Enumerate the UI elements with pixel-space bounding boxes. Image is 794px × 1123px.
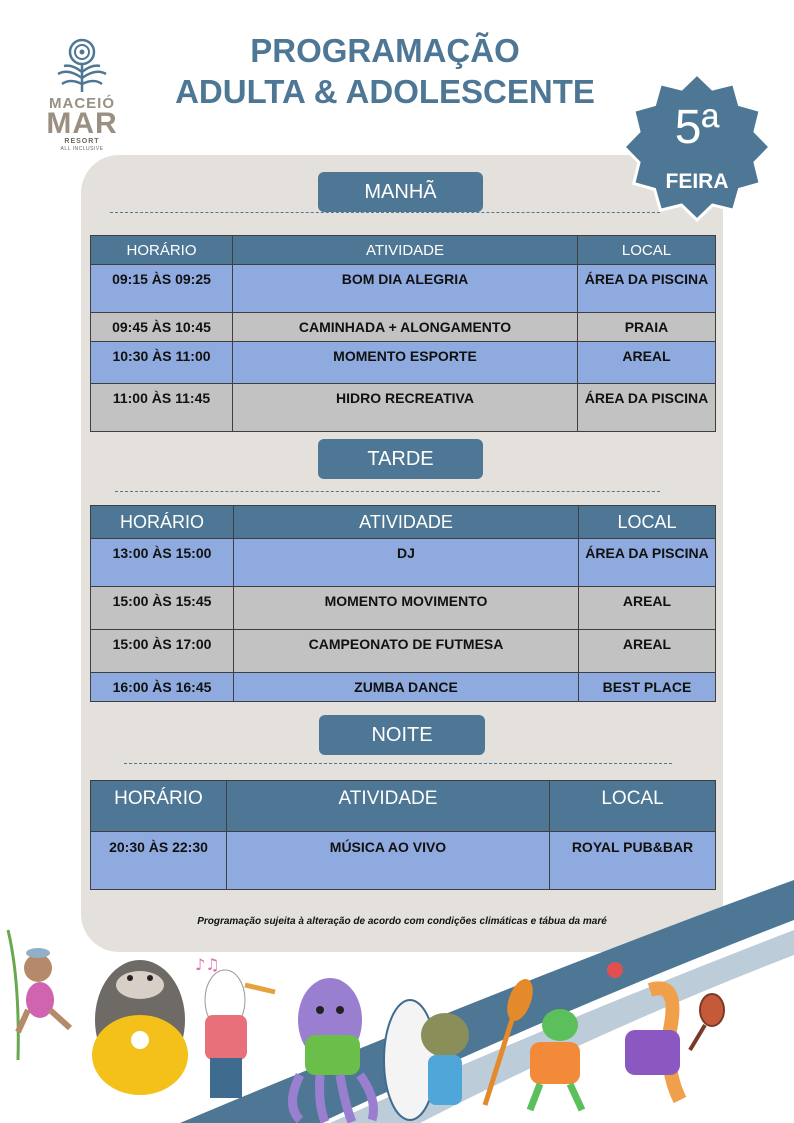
header-location: LOCAL — [578, 236, 716, 265]
cell-location: ÁREA DA PISCINA — [578, 265, 716, 313]
cell-time: 15:00 ÀS 17:00 — [91, 630, 234, 673]
title-line-2: ADULTA & ADOLESCENTE — [175, 73, 595, 110]
table-row — [91, 587, 716, 630]
cell-location: PRAIA — [578, 313, 716, 342]
cell-activity: MÚSICA AO VIVO — [227, 832, 550, 890]
cell-location: AREAL — [579, 587, 716, 630]
cell-time: 16:00 ÀS 16:45 — [91, 673, 234, 702]
table-row — [91, 313, 716, 342]
header-time: HORÁRIO — [91, 236, 233, 265]
table-header-row — [91, 781, 716, 832]
logo-text-all-inclusive: ALL INCLUSIVE — [60, 146, 104, 152]
cell-activity: CAMPEONATO DE FUTMESA — [234, 630, 579, 673]
afternoon-schedule-table — [90, 505, 716, 702]
header-time: HORÁRIO — [91, 506, 234, 539]
cell-location: BEST PLACE — [579, 673, 716, 702]
logo-text-resort: RESORT — [64, 138, 100, 145]
badge-word: FEIRA — [665, 170, 729, 193]
cell-activity: MOMENTO MOVIMENTO — [234, 587, 579, 630]
resort-logo — [38, 38, 126, 152]
section-label-night: NOITE — [319, 715, 485, 755]
table-row — [91, 384, 716, 432]
cell-time: 15:00 ÀS 15:45 — [91, 587, 234, 630]
palm-logo-icon — [50, 38, 114, 94]
header-time: HORÁRIO — [91, 781, 227, 832]
morning-schedule-table — [90, 235, 716, 432]
heron-mascot-icon — [195, 955, 275, 1098]
section-divider-afternoon — [115, 491, 660, 492]
cell-activity: CAMINHADA + ALONGAMENTO — [233, 313, 578, 342]
cell-time: 20:30 ÀS 22:30 — [91, 832, 227, 890]
cell-activity: ZUMBA DANCE — [234, 673, 579, 702]
title-line-1: PROGRAMAÇÃO — [250, 32, 520, 69]
svg-text:♪♫: ♪♫ — [195, 955, 220, 974]
header-activity: ATIVIDADE — [234, 506, 579, 539]
cell-time: 13:00 ÀS 15:00 — [91, 539, 234, 587]
table-row — [91, 539, 716, 587]
section-divider-night — [124, 763, 672, 764]
table-row — [91, 673, 716, 702]
table-row — [91, 630, 716, 673]
cell-activity: DJ — [234, 539, 579, 587]
badge-number: 5ª — [674, 101, 720, 154]
monkey-mascot-icon — [8, 930, 70, 1060]
cell-activity: MOMENTO ESPORTE — [233, 342, 578, 384]
racket-icon — [690, 994, 724, 1050]
mascots-illustration — [0, 860, 794, 1123]
table-header-row — [91, 236, 716, 265]
table-row — [91, 265, 716, 313]
header-location: LOCAL — [550, 781, 716, 832]
cell-activity: HIDRO RECREATIVA — [233, 384, 578, 432]
table-row — [91, 342, 716, 384]
disclaimer-note: Programação sujeita à alteração de acordo com condições climáticas e tábua da maré — [197, 916, 607, 927]
header-activity: ATIVIDADE — [233, 236, 578, 265]
header-activity: ATIVIDADE — [227, 781, 550, 832]
logo-text-maceio: MACEIÓ — [49, 95, 115, 112]
section-divider-morning — [110, 212, 660, 213]
cell-activity: BOM DIA ALEGRIA — [233, 265, 578, 313]
header-location: LOCAL — [579, 506, 716, 539]
day-badge — [622, 72, 772, 222]
cell-location: ROYAL PUB&BAR — [550, 832, 716, 890]
cell-location: AREAL — [579, 630, 716, 673]
cell-location: ÁREA DA PISCINA — [578, 384, 716, 432]
surfboard-icon — [384, 1000, 436, 1120]
cell-time: 10:30 ÀS 11:00 — [91, 342, 233, 384]
cell-location: AREAL — [578, 342, 716, 384]
page-title — [150, 30, 620, 112]
cell-time: 09:45 ÀS 10:45 — [91, 313, 233, 342]
cell-location: ÁREA DA PISCINA — [579, 539, 716, 587]
section-label-morning: MANHÃ — [318, 172, 483, 212]
manatee-mascot-icon — [92, 960, 188, 1095]
cell-time: 11:00 ÀS 11:45 — [91, 384, 233, 432]
logo-text-mar: MAR — [46, 107, 118, 140]
cell-time: 09:15 ÀS 09:25 — [91, 265, 233, 313]
table-header-row — [91, 506, 716, 539]
section-label-afternoon: TARDE — [318, 439, 483, 479]
